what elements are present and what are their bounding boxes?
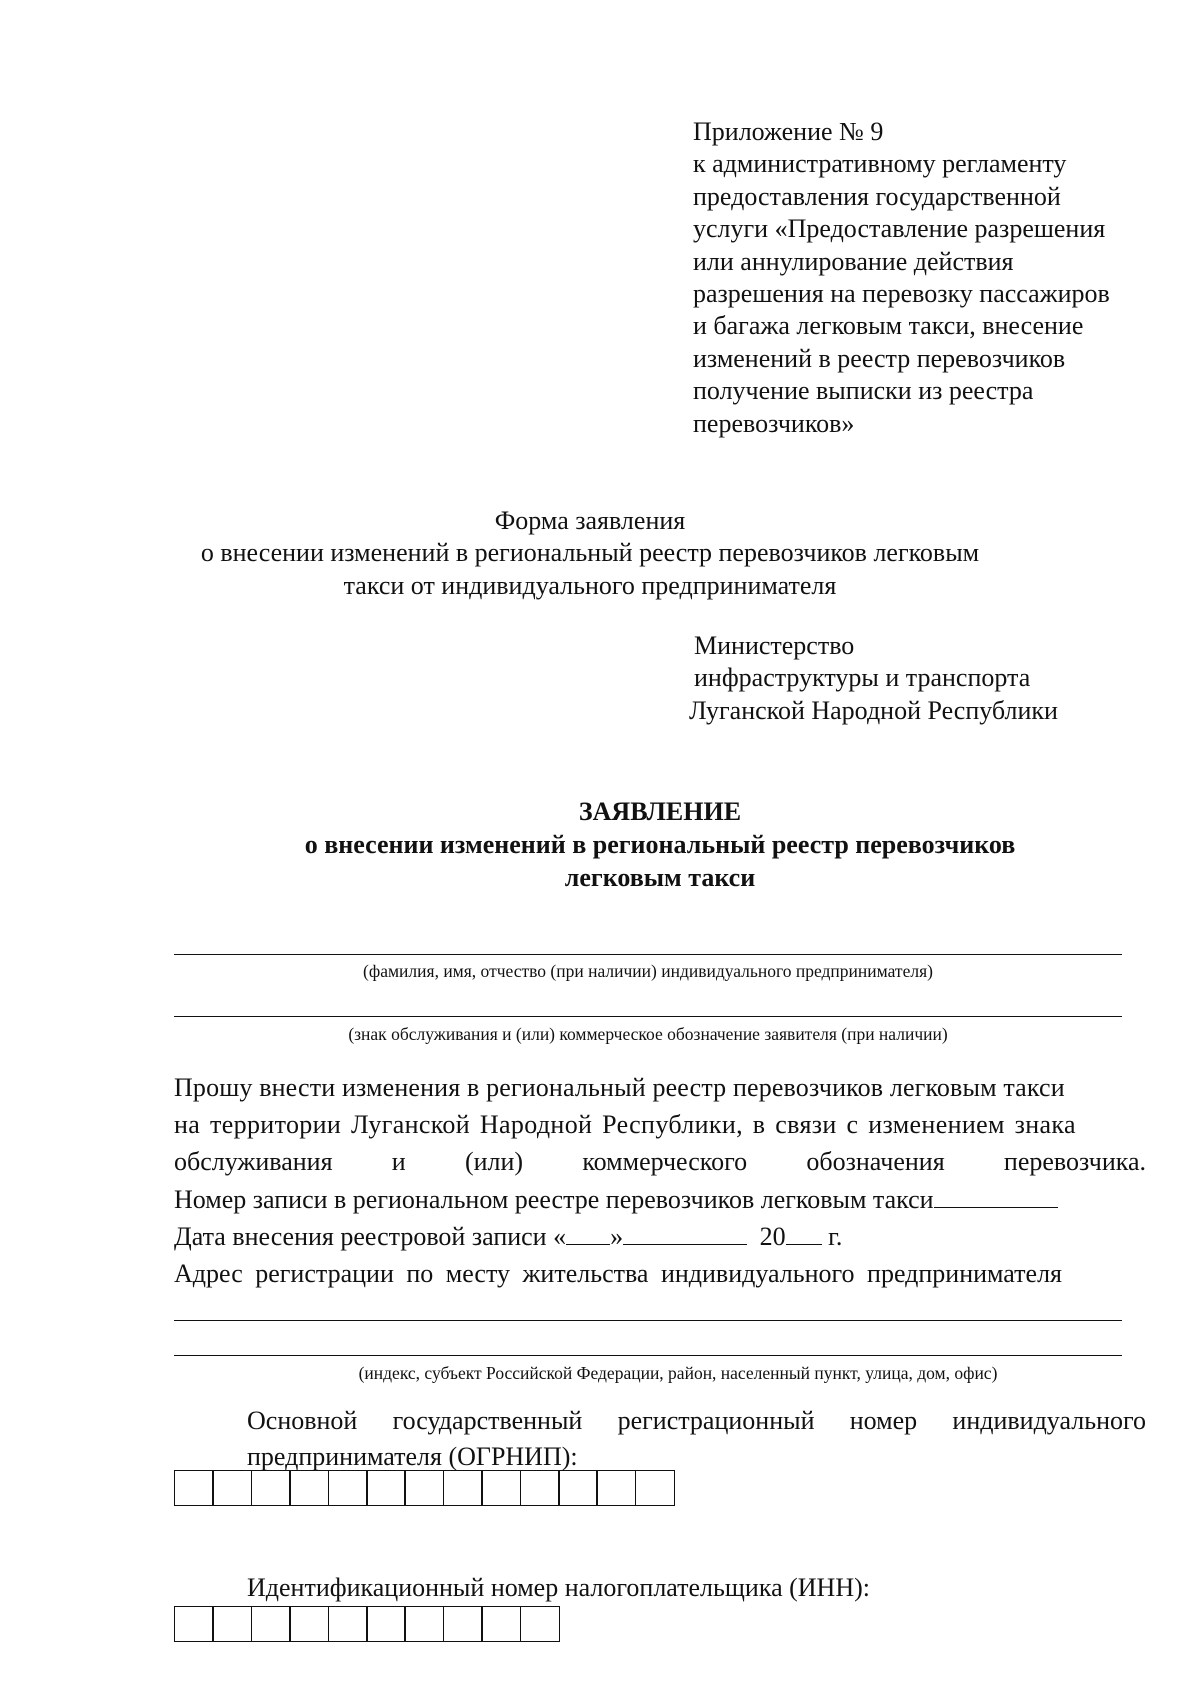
appendix-line: перевозчиков» [693, 408, 855, 438]
appendix-line: к административному регламенту [693, 149, 1067, 179]
ogrnip-digit-cell[interactable] [174, 1470, 214, 1506]
addressee-line: Луганской Народной Республики [689, 695, 1058, 725]
inn-digit-cell[interactable] [520, 1606, 560, 1642]
ogrnip-digit-cell[interactable] [443, 1470, 483, 1506]
ogrnip-cells [174, 1470, 673, 1506]
inn-digit-cell[interactable] [289, 1606, 329, 1642]
request-word: обслуживания [174, 1147, 333, 1177]
statement-subtitle: легковым такси [564, 863, 756, 892]
request-word: и [391, 1147, 406, 1177]
inn-digit-cell[interactable] [251, 1606, 291, 1642]
ogrnip-label-line: предпринимателя (ОГРНИП): [247, 1442, 578, 1471]
inn-digit-cell[interactable] [328, 1606, 368, 1642]
appendix-line: Приложение № 9 [693, 117, 884, 146]
statement-subtitle: о внесении изменений в региональный реестр перевозчиков [304, 830, 1016, 859]
address-field-line2[interactable] [174, 1355, 1122, 1356]
request-word: коммерческого [582, 1147, 748, 1177]
statement-heading [120, 795, 1200, 894]
applicant-name-caption: (фамилия, имя, отчество (при наличии) индивидуального предпринимателя) [363, 961, 933, 981]
addressee-line: Министерство [694, 631, 855, 660]
ogrnip-digit-cell[interactable] [212, 1470, 252, 1506]
request-line [174, 1143, 1146, 1180]
ogrnip-digit-cell[interactable] [366, 1470, 406, 1506]
address-caption: (индекс, субъект Российской Федерации, район, населенный пункт, улица, дом, офис) [358, 1363, 998, 1383]
request-line: на территории Луганской Народной Республики, в связи с изменением знака [174, 1110, 1076, 1140]
inn-digit-cell[interactable] [212, 1606, 252, 1642]
date-day-field[interactable] [566, 1222, 610, 1245]
appendix-line: или аннулирование действия [693, 246, 1014, 276]
inn-digit-cell[interactable] [481, 1606, 521, 1642]
date-year-prefix: 20 [759, 1221, 786, 1251]
service-mark-caption: (знак обслуживания и (или) коммерческое обозначение заявителя (при наличии) [348, 1024, 948, 1044]
registry-number-field[interactable] [934, 1185, 1058, 1208]
appendix-line: предоставления государственной [693, 181, 1061, 211]
ogrnip-digit-cell[interactable] [289, 1470, 329, 1506]
registry-number-line [174, 1181, 1146, 1218]
registry-number-label: Номер записи в региональном реестре перевозчиков легковым такси [174, 1184, 934, 1214]
request-word: (или) [464, 1147, 524, 1177]
date-month-field[interactable] [623, 1222, 747, 1245]
ogrnip-digit-cell[interactable] [328, 1470, 368, 1506]
address-field-line1[interactable] [174, 1320, 1122, 1321]
ogrnip-digit-cell[interactable] [404, 1470, 444, 1506]
registry-date-label: Дата внесения реестровой записи « [174, 1221, 567, 1251]
date-year-field[interactable] [786, 1222, 822, 1245]
addressee-block [689, 630, 1058, 727]
ogrnip-digit-cell[interactable] [481, 1470, 521, 1506]
registry-date-line [174, 1218, 1146, 1255]
statement-title: ЗАЯВЛЕНИЕ [578, 797, 742, 826]
appendix-line: и багажа легковым такси, внесение [693, 311, 1084, 341]
appendix-line: получение выписки из реестра [693, 376, 1034, 406]
appendix-line: изменений в реестр перевозчиков [693, 343, 1066, 373]
ogrnip-digit-cell[interactable] [596, 1470, 636, 1506]
ogrnip-digit-cell[interactable] [251, 1470, 291, 1506]
request-line: Прошу внести изменения в региональный реестр перевозчиков легковым такси [174, 1073, 1065, 1102]
appendix-header [693, 116, 1173, 440]
form-title-line: такси от индивидуального предпринимателя [343, 570, 837, 600]
request-word: обозначения [806, 1147, 945, 1177]
request-paragraph [174, 1069, 1146, 1292]
inn-cells [174, 1606, 558, 1642]
ogrnip-digit-cell[interactable] [520, 1470, 560, 1506]
appendix-line: услуги «Предоставление разрешения [693, 214, 1106, 244]
inn-label: Идентификационный номер налогоплательщика (ИНН): [247, 1573, 870, 1602]
ogrnip-digit-cell[interactable] [635, 1470, 675, 1506]
inn-digit-cell[interactable] [443, 1606, 483, 1642]
inn-digit-cell[interactable] [174, 1606, 214, 1642]
ogrnip-digit-cell[interactable] [558, 1470, 598, 1506]
form-title-line: о внесении изменений в региональный реестр перевозчиков легковым [200, 538, 980, 568]
appendix-line: разрешения на перевозку пассажиров [693, 279, 1110, 309]
applicant-name-field[interactable] [174, 954, 1122, 955]
service-mark-field[interactable] [174, 1016, 1122, 1017]
ogrnip-label [247, 1403, 1146, 1475]
form-title-line: Форма заявления [494, 506, 686, 535]
address-label: Адрес регистрации по месту жительства индивидуального предпринимателя [174, 1259, 1063, 1288]
form-title [120, 505, 1060, 602]
date-quote-close: » [610, 1221, 624, 1251]
ogrnip-label-line: Основной государственный регистрационный номер индивидуального [247, 1406, 1146, 1435]
inn-digit-cell[interactable] [366, 1606, 406, 1642]
inn-digit-cell[interactable] [404, 1606, 444, 1642]
request-word: перевозчика. [1003, 1147, 1146, 1177]
addressee-line: инфраструктуры и транспорта [694, 663, 1031, 693]
date-year-suffix: г. [828, 1221, 843, 1251]
